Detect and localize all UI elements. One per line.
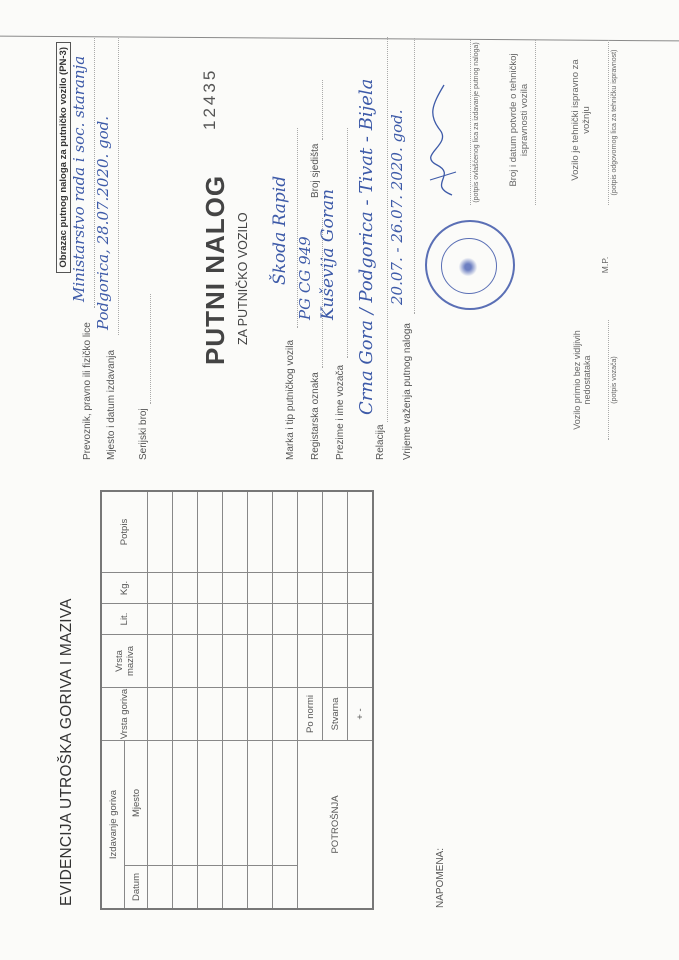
tech-ok-label: Vozilo je tehnički ispravno za vožnju: [570, 59, 592, 181]
cell-liters[interactable]: [223, 604, 248, 635]
table-row: [148, 491, 173, 909]
fuel-record-title: EVIDENCIJA UTROŠKA GORIVA I MAZIVA: [58, 598, 75, 906]
consumption-actual-label: Stvarna: [323, 688, 348, 741]
vehicle-value[interactable]: Škoda Rapid: [270, 175, 290, 285]
cell-place[interactable]: [173, 741, 198, 866]
printed-serial-number: 12435: [200, 67, 219, 130]
cell-liters[interactable]: [273, 604, 298, 635]
cell-liters[interactable]: [173, 604, 198, 635]
signature-scribble: [422, 80, 462, 200]
place-date-value[interactable]: Podgorica, 28.07.2020. god.: [94, 115, 112, 330]
cell-fuel[interactable]: [198, 688, 223, 741]
cell-lubricant[interactable]: [198, 635, 223, 688]
cell-lubricant[interactable]: [248, 635, 273, 688]
cell-diff-liters[interactable]: [348, 604, 374, 635]
registration-row: [310, 372, 321, 460]
place-date-row: [106, 350, 117, 460]
cell-place[interactable]: [273, 741, 298, 866]
carrier-label: Prevoznik, pravno ili fizičko lice: [82, 322, 93, 460]
serial-row: [138, 408, 149, 460]
travel-order-section: [30, 30, 650, 460]
cell-signature[interactable]: [273, 491, 298, 573]
cell-date[interactable]: [198, 866, 223, 910]
cell-signature[interactable]: [198, 491, 223, 573]
cell-lubricant[interactable]: [223, 635, 248, 688]
tech-signature-line: [608, 40, 609, 205]
carrier-value[interactable]: Ministarstvo rada i soc. staranja: [70, 55, 88, 302]
vehicle-row: [285, 340, 296, 460]
table-row: [223, 491, 248, 909]
cell-signature[interactable]: [173, 491, 198, 573]
table-row: [173, 491, 198, 909]
cell-kg[interactable]: [198, 573, 223, 604]
cell-date[interactable]: [173, 866, 198, 910]
cell-kg[interactable]: [173, 573, 198, 604]
seats-label: Broj sjedišta: [310, 143, 321, 198]
driver-signature-caption: (potpis vozača): [611, 356, 618, 404]
registration-label: Registarska oznaka: [310, 372, 321, 460]
mp-label: M.P.: [600, 256, 610, 274]
tech-signature-caption: (potpis odgovornog lica za tehničku ispravnost): [611, 49, 618, 196]
form-code-box: Obrazac putnog naloga za putničko vozilo (PN-3): [56, 42, 71, 273]
driver-line: [346, 128, 348, 358]
cell-liters[interactable]: [248, 604, 273, 635]
cell-norm-liters[interactable]: [298, 604, 323, 635]
cell-place[interactable]: [223, 741, 248, 866]
header-liters: Lit.: [101, 604, 148, 635]
cell-actual-lubricant[interactable]: [323, 635, 348, 688]
consumption-diff-label: + -: [348, 688, 374, 741]
header-lubricant-type: Vrsta maziva: [101, 635, 148, 688]
official-stamp: [425, 220, 515, 310]
driver-label: Prezime i ime vozača: [335, 364, 346, 460]
cell-norm-kg[interactable]: [298, 573, 323, 604]
consumption-row-norm: [298, 491, 323, 909]
cell-fuel[interactable]: [273, 688, 298, 741]
cell-actual-liters[interactable]: [323, 604, 348, 635]
cell-actual-signature[interactable]: [323, 491, 348, 573]
tech-check-label: Broj i datum potvrde o tehničkoj ispravnosti vozila: [508, 53, 530, 187]
cell-kg[interactable]: [148, 573, 173, 604]
carrier-row: [82, 322, 93, 460]
page-title: PUTNI NALOG: [200, 174, 230, 365]
validity-row: [402, 323, 413, 460]
route-row: [375, 424, 386, 460]
header-signature: Potpis: [101, 491, 148, 573]
serial-label: Serijski broj: [138, 408, 149, 460]
cell-lubricant[interactable]: [173, 635, 198, 688]
consumption-label: POTROŠNJA: [298, 741, 374, 910]
validity-line: [413, 38, 415, 314]
cell-actual-kg[interactable]: [323, 573, 348, 604]
table-row: [273, 491, 298, 909]
cell-kg[interactable]: [223, 573, 248, 604]
form-sheet-rotated: [30, 30, 650, 930]
cell-diff-kg[interactable]: [348, 573, 374, 604]
cell-date[interactable]: [273, 866, 298, 910]
cell-norm-signature[interactable]: [298, 491, 323, 573]
cell-date[interactable]: [223, 866, 248, 910]
issuer-signature-caption: (potpis ovlašćenog lica za izdavanje putnog naloga): [473, 42, 480, 203]
cell-fuel[interactable]: [248, 688, 273, 741]
cell-kg[interactable]: [248, 573, 273, 604]
cell-diff-signature[interactable]: [348, 491, 374, 573]
header-fuel-type: Vrsta goriva: [101, 688, 148, 741]
page-subtitle: ZA PUTNIČKO VOZILO: [236, 212, 250, 345]
serial-line: [149, 294, 151, 404]
cell-date[interactable]: [248, 866, 273, 910]
cell-place[interactable]: [148, 741, 173, 866]
cell-lubricant[interactable]: [148, 635, 173, 688]
cell-signature[interactable]: [248, 491, 273, 573]
driver-signature-line: [608, 320, 609, 440]
fuel-record-table: [100, 490, 374, 910]
validity-value[interactable]: 20.07. - 26.07. 2020. god.: [388, 109, 406, 305]
route-label: Relacija: [375, 424, 386, 460]
header-issue-group: Izdavanje goriva: [101, 741, 125, 910]
cell-liters[interactable]: [148, 604, 173, 635]
route-value[interactable]: Crna Gora / Podgorica - Tivat - Bijela: [356, 78, 377, 415]
vehicle-label: Marka i tip putničkog vozila: [285, 339, 296, 460]
issuer-signature-line: [470, 40, 471, 205]
cell-liters[interactable]: [198, 604, 223, 635]
cell-lubricant[interactable]: [273, 635, 298, 688]
cell-signature[interactable]: [223, 491, 248, 573]
cell-date[interactable]: [148, 866, 173, 910]
header-date: Datum: [125, 866, 148, 910]
cell-fuel[interactable]: [223, 688, 248, 741]
consumption-by-norm-label: Po normi: [298, 688, 323, 741]
driver-row: [335, 365, 346, 460]
place-date-line: [117, 38, 119, 335]
seats-line: [321, 80, 323, 140]
header-place: Mjesto: [125, 741, 148, 866]
cell-norm-lubricant[interactable]: [298, 635, 323, 688]
registration-value[interactable]: PG CG 949: [296, 236, 314, 320]
table-row: [198, 491, 223, 909]
cell-diff-lubricant[interactable]: [348, 635, 374, 688]
table-row: [248, 491, 273, 909]
cell-place[interactable]: [248, 741, 273, 866]
cell-fuel[interactable]: [173, 688, 198, 741]
fuel-record-section: [30, 480, 650, 920]
place-date-label: Mjesto i datum izdavanja: [106, 349, 117, 460]
cell-fuel[interactable]: [148, 688, 173, 741]
cell-place[interactable]: [198, 741, 223, 866]
header-kg: Kg.: [101, 573, 148, 604]
validity-label: Vrijeme važenja putnog naloga: [402, 323, 413, 460]
cell-signature[interactable]: [148, 491, 173, 573]
note-label: NAPOMENA:: [435, 847, 446, 908]
received-label: Vozilo primio bez vidljivih nedostataka: [572, 330, 592, 430]
driver-value[interactable]: Kuševija Goran: [318, 189, 338, 320]
tech-check-line: [535, 40, 536, 205]
coat-of-arms-icon: [457, 256, 479, 278]
cell-kg[interactable]: [273, 573, 298, 604]
